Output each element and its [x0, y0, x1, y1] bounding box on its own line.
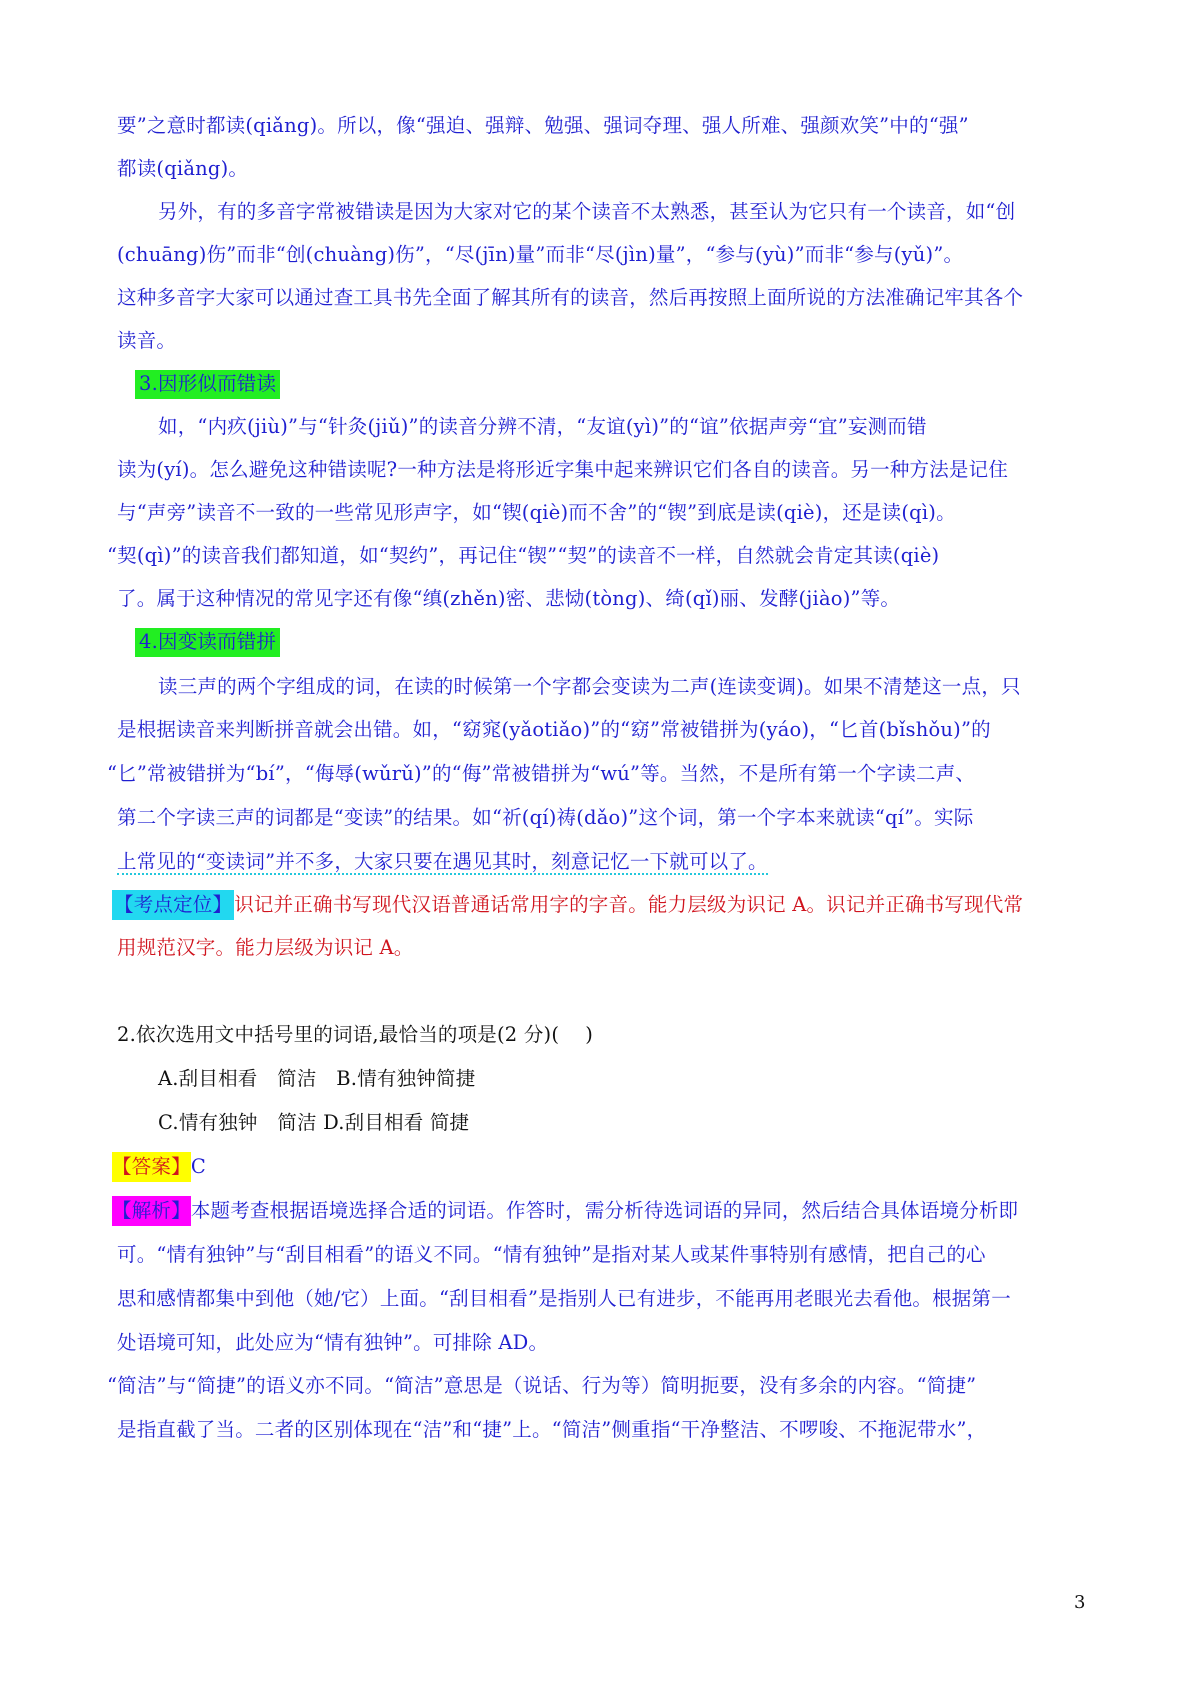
question-options-ab: A.刮目相看 简洁 B.情有独钟简捷: [158, 1067, 476, 1090]
analysis-line: 处语境可知，此处应为“情有独钟”。可排除 AD。: [117, 1331, 549, 1354]
paragraph-line: “契(qì)”的读音我们都知道，如“契约”，再记住“锲”“契”的读音不一样，自然就会肯定其读(qiè): [107, 544, 940, 567]
paragraph-line: 读三声的两个字组成的词，在读的时候第一个字都会变读为二声(连读变调)。如果不清楚这一点，只: [158, 675, 1021, 698]
paragraph-line: 读为(yí)。怎么避免这种错读呢?一种方法是将形近字集中起来辨识它们各自的读音。另一种方法是记住: [117, 458, 1009, 481]
kaodian-text-continued: 用规范汉字。能力层级为识记 A。: [117, 936, 414, 959]
paragraph-line: [117, 847, 1097, 877]
analysis-row: [112, 1196, 1092, 1226]
paragraph-line-text: 上常见的“变读词”并不多，大家只要在遇见其时，刻意记忆一下就可以了。: [117, 850, 768, 873]
paragraph-line: 与“声旁”读音不一致的一些常见形声字，如“锲(qiè)而不舍”的“锲”到底是读(qiè)，还是读(qì)。: [117, 501, 956, 524]
paragraph-line: 要”之意时都读(qiǎng)。所以，像“强迫、强辩、勉强、强词夺理、强人所难、强颜欢笑”中的“强”: [117, 114, 969, 137]
kaodian-row: [112, 890, 1092, 920]
analysis-line: 思和感情都集中到他（她/它）上面。“刮目相看”是指别人已有进步，不能再用老眼光去看他。根据第一: [117, 1287, 1011, 1310]
paragraph-line: 这种多音字大家可以通过查工具书先全面了解其所有的读音，然后再按照上面所说的方法准确记牢其各个: [117, 286, 1024, 309]
kaodian-text: 识记并正确书写现代汉语普通话常用字的字音。能力层级为识记 A。识记并正确书写现代常: [234, 893, 1024, 916]
answer-label: 【答案】: [112, 1152, 191, 1182]
paragraph-line: 另外，有的多音字常被错读是因为大家对它的某个读音不太熟悉，甚至认为它只有一个读音，如“创: [158, 200, 1016, 223]
page-number: 3: [1074, 1592, 1086, 1613]
section-heading-3: [135, 369, 1115, 399]
analysis-line: 可。“情有独钟”与“刮目相看”的语义不同。“情有独钟”是指对某人或某件事特别有感情，把自己的心: [117, 1243, 986, 1266]
analysis-line: “简洁”与“简捷”的语义亦不同。“简洁”意思是（说话、行为等）简明扼要，没有多余的内容。“简捷”: [107, 1374, 977, 1397]
analysis-label: 【解析】: [112, 1196, 191, 1226]
paragraph-line: 第二个字读三声的词都是“变读”的结果。如“祈(qí)祷(dǎo)”这个词，第一个字本来就读“qí”。实际: [117, 806, 974, 829]
section-heading-text: 4.因变读而错拼: [135, 628, 280, 657]
analysis-text: 本题考查根据语境选择合适的词语。作答时，需分析待选词语的异同，然后结合具体语境分析即: [190, 1199, 1019, 1222]
paragraph-line: 是根据读音来判断拼音就会出错。如，“窈窕(yǎotiǎo)”的“窈”常被错拼为(yáo)，“匕首(bǐshǒu)”的: [117, 718, 991, 741]
question-stem: 2.依次选用文中括号里的词语,最恰当的项是(2 分)( ): [117, 1023, 594, 1046]
section-heading-4: [135, 627, 1115, 657]
answer-value: C: [190, 1155, 206, 1178]
kaodian-label: 【考点定位】: [112, 890, 234, 920]
analysis-line: 是指直截了当。二者的区别体现在“洁”和“捷”上。“简洁”侧重指“干净整洁、不啰唆、不拖泥带水”，: [117, 1418, 987, 1441]
paragraph-line: 了。属于这种情况的常见字还有像“缜(zhěn)密、悲恸(tòng)、绮(qǐ)丽、发酵(jiào)”等。: [117, 587, 901, 610]
paragraph-line: 读音。: [117, 329, 177, 352]
paragraph-line: 都读(qiǎng)。: [117, 157, 249, 180]
paragraph-line: 如，“内疚(jiù)”与“针灸(jiǔ)”的读音分辨不清，“友谊(yì)”的“谊”依据声旁“宜”妄测而错: [158, 415, 927, 438]
question-options-cd: C.情有独钟 简洁 D.刮目相看 简捷: [158, 1111, 470, 1134]
answer-row: [112, 1152, 1092, 1182]
paragraph-line: (chuāng)伤”而非“创(chuàng)伤”，“尽(jīn)量”而非“尽(jìn)量”，“参与(yù)”而非“参与(yǔ)”。: [117, 243, 964, 266]
paragraph-line: “匕”常被错拼为“bí”，“侮辱(wǔrǔ)”的“侮”常被错拼为“wú”等。当然，不是所有第一个字读二声、: [107, 762, 976, 785]
section-heading-text: 3.因形似而错读: [135, 370, 280, 399]
